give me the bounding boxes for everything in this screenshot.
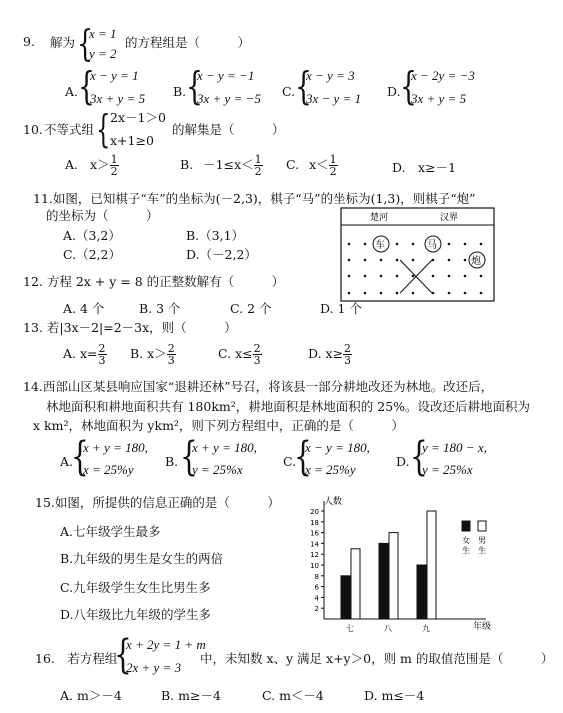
option-d: D.（－2,2） [186, 247, 257, 262]
brace-icon: { [71, 434, 89, 480]
y-tick-label: 20 [310, 508, 319, 516]
board-point [448, 243, 451, 246]
board-point [396, 275, 399, 278]
option-line: 3x + y = −5 [197, 91, 261, 106]
legend-label-male: 生 [478, 546, 486, 555]
fraction-denominator: 3 [253, 354, 261, 367]
option-b [180, 154, 263, 177]
option-d [308, 343, 352, 366]
board-point [396, 292, 399, 295]
question-stem-pre: 16. 若方程组 [35, 651, 118, 666]
option-d: D. m≤－4 [364, 688, 425, 703]
option-a [65, 154, 119, 177]
fraction [254, 154, 263, 177]
board-point [448, 292, 451, 295]
option-line: x + y = 180, [83, 440, 148, 455]
option-c [286, 154, 338, 177]
fraction-denominator: 3 [98, 354, 106, 367]
question-stem-post: 的解集是（ ） [172, 122, 285, 137]
board-point [412, 292, 415, 295]
question-stem: 14.西部山区某县响应国家“退耕还林”号召，将该县一部分耕地改还为林地。改还后， [23, 379, 494, 394]
fraction-denominator: 2 [329, 165, 337, 178]
board-point [432, 275, 435, 278]
brace-icon: { [78, 64, 95, 108]
board-point [364, 259, 367, 262]
system-line: x = 1 [89, 26, 117, 41]
option-letter: C. [282, 84, 296, 99]
y-tick-label: 2 [314, 605, 319, 614]
board-point [412, 243, 415, 246]
x-tick-label: 八 [384, 624, 392, 633]
legend-label-female: 女 [462, 536, 470, 545]
cannon-piece-label: 炮 [471, 256, 481, 267]
board-point [348, 292, 351, 295]
brace-icon: { [96, 107, 111, 151]
option-c: C. m＜－4 [262, 688, 324, 703]
fraction-numerator: 1 [110, 153, 118, 166]
question-stem: 13. 若|3x－2|=2－3x，则（ ） [23, 320, 237, 335]
legend-swatch-male [478, 521, 486, 531]
option-letter: B. [165, 454, 179, 469]
board-point [464, 259, 467, 262]
option-line: 3x − y = 1 [306, 91, 362, 106]
fraction [329, 154, 338, 177]
river-label-right: 汉界 [440, 213, 459, 223]
question-stem: 林地面积和耕地面积共有 180km²，耕地面积是林地面积的 25%。设改还后耕地面积为 [46, 399, 531, 414]
fraction-numerator: 1 [254, 153, 262, 166]
system-line: 2x－1＞0 [110, 110, 166, 125]
fraction [167, 343, 176, 366]
brace-icon: { [77, 24, 94, 65]
legend-label-female: 生 [462, 546, 470, 555]
option-text: x＜ [309, 157, 329, 172]
option-line: y = 180 − x, [422, 440, 487, 455]
x-axis-label: 年级 [473, 622, 492, 632]
legend-label-male: 男 [478, 536, 486, 545]
brace-icon: { [295, 64, 312, 108]
option-c: C.九年级学生女生比男生多 [60, 580, 211, 595]
y-tick-label: 6 [314, 583, 319, 592]
option-b: B. 3 个 [139, 301, 181, 316]
option-text: A. x= [63, 346, 98, 361]
fraction [110, 154, 119, 177]
grade-gender-bar-chart [300, 495, 512, 637]
system-line: x+1≥0 [110, 133, 154, 148]
question-stem: 12. 方程 2x + y = 8 的正整数解有（ ） [23, 274, 285, 289]
option-line: x − y = 180, [305, 440, 370, 455]
y-tick-label: 8 [314, 572, 319, 581]
chariot-piece-label: 车 [375, 240, 385, 251]
board-point [348, 275, 351, 278]
board-point [364, 292, 367, 295]
option-c: C.（2,2） [63, 247, 121, 262]
fraction-denominator: 3 [167, 354, 175, 367]
board-point [380, 259, 383, 262]
option-text: D. x≥ [308, 346, 344, 361]
option-letter: A. [65, 157, 79, 172]
board-point [448, 275, 451, 278]
horse-piece-label: 马 [427, 240, 437, 251]
bar-female [417, 565, 426, 619]
question-number: 9. [23, 34, 35, 49]
fraction-numerator: 2 [98, 342, 106, 355]
option-letter: B. [180, 157, 194, 172]
option-text: B. x＞ [130, 346, 167, 361]
legend-swatch-female [462, 521, 470, 531]
option-line: x = 25%y [83, 462, 134, 477]
system-line: 2x + y = 3 [126, 660, 182, 675]
chess-board-figure [340, 207, 496, 303]
river-label-left: 楚河 [370, 213, 389, 223]
option-b: B.（3,1） [186, 228, 245, 243]
board-point [432, 292, 435, 295]
board-point [412, 259, 415, 262]
option-d: D. x≥－1 [392, 160, 457, 175]
brace-icon: { [410, 434, 428, 480]
y-tick-label: 16 [310, 529, 319, 538]
board-point [480, 292, 483, 295]
option-c [218, 343, 262, 366]
board-point [412, 275, 415, 278]
question-stem-pre: 不等式组 [44, 122, 95, 137]
bar-male [351, 549, 360, 619]
option-text: －1≤x＜ [203, 157, 254, 172]
bar-female [379, 543, 388, 619]
option-b [130, 343, 176, 366]
brace-icon: { [114, 632, 132, 678]
option-letter: D. [387, 84, 401, 99]
option-d: D.八年级比九年级的学生多 [60, 607, 212, 622]
brace-icon: { [400, 64, 417, 108]
system-line: x + 2y = 1 + m [126, 637, 206, 652]
brace-icon: { [294, 434, 312, 480]
fraction-numerator: 2 [167, 342, 175, 355]
board-point [364, 243, 367, 246]
option-a: A. 4 个 [63, 301, 105, 316]
option-letter: C. [286, 157, 300, 172]
board-point [348, 259, 351, 262]
board-point [348, 243, 351, 246]
option-line: x − y = 3 [306, 68, 355, 83]
bar-male [427, 511, 436, 619]
fraction-numerator: 2 [344, 342, 352, 355]
option-line: y = 25%x [192, 462, 243, 477]
board-point [480, 243, 483, 246]
board-point [464, 292, 467, 295]
option-line: x = 25%y [305, 462, 356, 477]
board-point [480, 275, 483, 278]
board-point [380, 275, 383, 278]
question-stem-pre: 解为 [50, 35, 76, 50]
fraction [98, 343, 107, 366]
option-a [63, 343, 107, 366]
y-tick-label: 10 [310, 562, 319, 570]
bar-female [341, 576, 350, 619]
system-line: y = 2 [89, 46, 117, 61]
option-a: A.七年级学生最多 [60, 524, 161, 539]
fraction-numerator: 2 [253, 342, 261, 355]
board-point [396, 259, 399, 262]
option-letter: C. [283, 454, 297, 469]
fraction-denominator: 2 [110, 165, 118, 178]
board-point [464, 243, 467, 246]
option-a: A. m＞－4 [60, 688, 122, 703]
y-tick-label: 4 [314, 594, 319, 603]
option-line: y = 25%x [422, 462, 473, 477]
y-tick-label: 14 [310, 540, 319, 549]
x-tick-label: 七 [346, 624, 354, 633]
board-point [396, 243, 399, 246]
question-stem-post: 中，未知数 x、y 满足 x+y＞0，则 m 的取值范围是（ ） [200, 651, 554, 666]
fraction-denominator: 2 [254, 165, 262, 178]
board-point [448, 259, 451, 262]
y-tick-label: 18 [310, 518, 319, 527]
question-stem: 的坐标为（ ） [46, 208, 159, 223]
board-point [464, 275, 467, 278]
x-tick-label: 九 [422, 624, 430, 633]
y-axis-label: 人数 [324, 497, 343, 507]
option-text: C. x≤ [218, 346, 253, 361]
option-b: B. m≥－4 [161, 688, 221, 703]
option-a: A.（3,2） [63, 228, 121, 243]
bar-male [389, 533, 398, 619]
option-letter: B. [173, 84, 187, 99]
question-stem-post: 的方程组是（ ） [125, 35, 251, 50]
option-c: C. 2 个 [230, 301, 272, 316]
option-d: D. 1 个 [320, 301, 362, 316]
chart-marks [310, 508, 436, 633]
y-tick-label: 12 [310, 551, 319, 560]
brace-icon: { [180, 434, 198, 480]
option-line: x − 2y = −3 [411, 68, 475, 83]
board-point [432, 259, 435, 262]
option-letter: A. [60, 454, 74, 469]
option-line: x − y = 1 [90, 68, 139, 83]
question-stem: x km²，林地面积为 ykm²，则下列方程组中，正确的是（ ） [33, 418, 404, 433]
brace-icon: { [186, 64, 203, 108]
question-stem: 15.如图，所提供的信息正确的是（ ） [35, 495, 280, 510]
option-line: 3x + y = 5 [90, 91, 146, 106]
option-b: B.九年级的男生是女生的两倍 [60, 551, 224, 566]
fraction-denominator: 3 [344, 354, 352, 367]
option-letter: D. [396, 454, 410, 469]
fraction-numerator: 1 [329, 153, 337, 166]
option-line: x − y = −1 [197, 68, 255, 83]
board-point [364, 275, 367, 278]
question-stem: 11.如图，已知棋子“车”的坐标为(－2,3)，棋子“马”的坐标为(1,3)，则棋子“炮” [33, 191, 476, 206]
board-point [380, 292, 383, 295]
option-line: x + y = 180, [192, 440, 257, 455]
question-number: 10. [23, 122, 43, 137]
option-text: x＞ [90, 157, 110, 172]
option-line: 3x + y = 5 [411, 91, 467, 106]
fraction [343, 343, 352, 366]
option-letter: A. [65, 84, 79, 99]
fraction [253, 343, 262, 366]
